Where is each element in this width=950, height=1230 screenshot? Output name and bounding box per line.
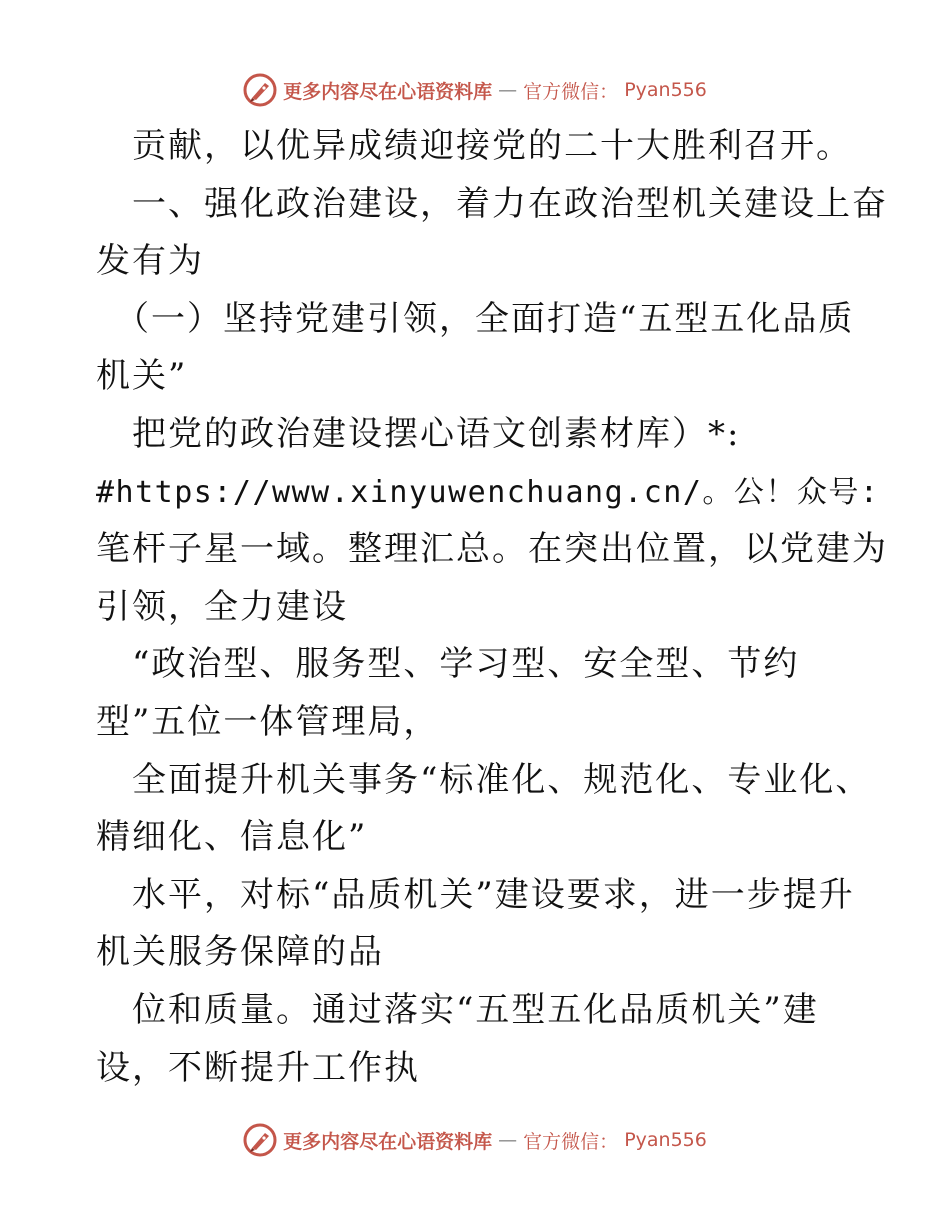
subsection-heading-line: 机关” xyxy=(96,356,188,397)
url-text-line: #https://www.xinyuwenchuang.cn/。公！众号: xyxy=(96,474,880,510)
text-line: 设，不断提升工作执 xyxy=(96,1047,420,1088)
watermark-separator: — xyxy=(498,79,518,101)
text-line: 机关服务保障的品 xyxy=(96,932,384,973)
text-line: 精细化、信息化” xyxy=(96,817,368,858)
watermark-wechat-label: 官方微信： xyxy=(523,1130,619,1153)
watermark-wechat-label: 官方微信： xyxy=(523,80,619,103)
watermark-separator: — xyxy=(498,1129,518,1151)
watermark-wechat-id: Pyan556 xyxy=(624,1129,707,1151)
footer-watermark xyxy=(0,1118,950,1162)
quill-pen-logo-icon xyxy=(243,73,277,107)
quill-pen-logo-icon xyxy=(243,1123,277,1157)
text-line: 位和质量。通过落实“五型五化品质机关”建 xyxy=(96,989,819,1030)
text-line: 水平，对标“品质机关”建设要求，进一步提升 xyxy=(96,874,855,915)
text-line: 把党的政治建设摆心语文创素材库）*: xyxy=(96,413,741,454)
text-line: 型”五位一体管理局， xyxy=(96,701,440,742)
watermark-brand-text: 更多内容尽在心语资料库 xyxy=(283,1130,493,1153)
text-line: 贡献，以优异成绩迎接党的二十大胜利召开。 xyxy=(96,126,852,166)
watermark-wechat-id: Pyan556 xyxy=(624,79,707,101)
text-line: 引领，全力建设 xyxy=(96,586,348,627)
text-line: 笔杆子星一域。整理汇总。在突出位置，以党建为 xyxy=(96,529,888,570)
section-heading-line: 发有为 xyxy=(96,241,204,282)
text-line: “政治型、服务型、学习型、安全型、节约 xyxy=(96,644,800,685)
section-heading-line: 一、强化政治建设，着力在政治型机关建设上奋 xyxy=(96,183,888,224)
watermark-brand-text: 更多内容尽在心语资料库 xyxy=(283,80,493,103)
header-watermark xyxy=(0,68,950,112)
document-body xyxy=(96,118,888,1097)
text-line: 全面提升机关事务“标准化、规范化、专业化、 xyxy=(96,759,872,800)
subsection-heading-line: （一）坚持党建引领，全面打造“五型五化品质 xyxy=(96,298,855,339)
